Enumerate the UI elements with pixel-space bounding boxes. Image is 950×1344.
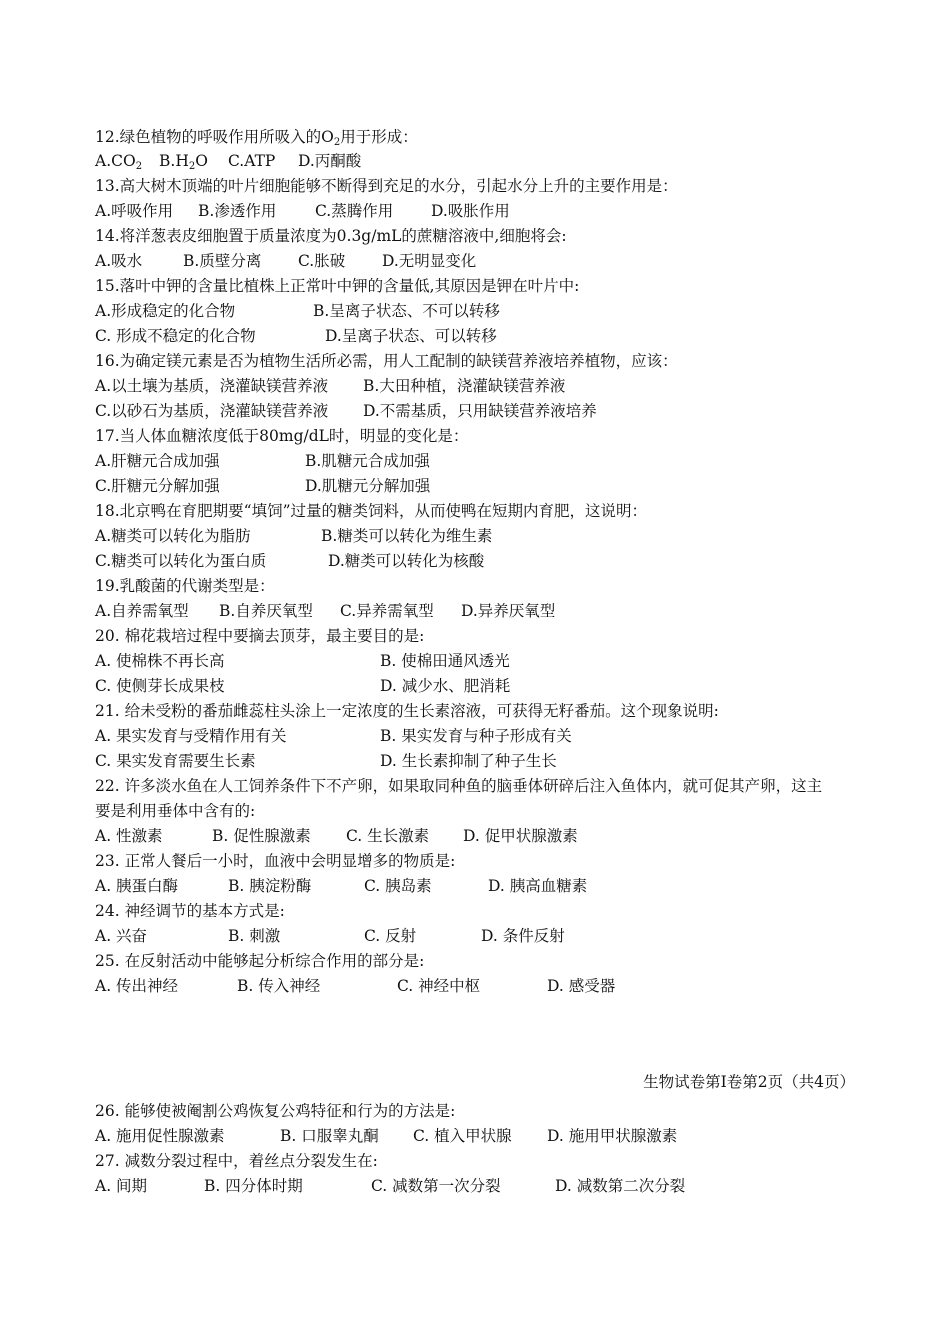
option-b: B. 果实发育与种子形成有关 [380,727,572,745]
option-c: C. 使侧芽长成果枝 [95,677,225,695]
question-16-stem: 16.为确定镁元素是否为植物生活所必需，用人工配制的缺镁营养液培养植物，应该： [95,352,678,370]
page-footer: 生物试卷第I卷第2页（共4页） [643,1073,855,1091]
option-c: C. 形成不稳定的化合物 [95,327,256,345]
question-26-stem: 26. 能够使被阉割公鸡恢复公鸡特征和行为的方法是: [95,1102,456,1120]
option-b: B.肌糖元合成加强 [305,452,430,470]
option-b: B.质壁分离 [183,252,262,270]
option-d: D. 条件反射 [481,927,565,945]
option-a: A.呼吸作用 [95,202,174,220]
option-b: B.大田种植，浇灌缺镁营养液 [363,377,566,395]
option-d: D. 减少水、肥消耗 [380,677,511,695]
question-18-stem: 18.北京鸭在育肥期要“填饲”过量的糖类饲料，从而使鸭在短期内育肥，这说明： [95,502,648,520]
question-21-stem: 21. 给未受粉的番茄雌蕊柱头涂上一定浓度的生长素溶液，可获得无籽番茄。这个现象说明: [95,702,719,720]
option-a: A.肝糖元合成加强 [95,452,220,470]
question-17-stem: 17.当人体血糖浓度低于80mg/dL时，明显的变化是： [95,427,469,445]
option-d: D.丙酮酸 [298,152,362,170]
option-b: B. 口服睾丸酮 [280,1127,379,1145]
option-a: A. 使棉株不再长高 [95,652,225,670]
question-15-stem: 15.落叶中钾的含量比植株上正常叶中钾的含量低,其原因是钾在叶片中: [95,277,580,295]
option-a: A. 胰蛋白酶 [95,877,179,895]
option-a: $A.CO_2$ [95,152,143,172]
question-24-stem: 24. 神经调节的基本方式是: [95,902,285,920]
option-b: $B.H_2O$ [159,152,208,172]
question-23-stem: 23. 正常人餐后一小时，血液中会明显增多的物质是: [95,852,456,870]
option-a: A. 传出神经 [95,977,179,995]
option-d: D. 减数第二次分裂 [555,1177,686,1195]
option-c: C.胀破 [298,252,346,270]
option-b: B.呈离子状态、不可以转移 [313,302,500,320]
option-c: C.蒸腾作用 [315,202,394,220]
option-a: A. 果实发育与受精作用有关 [95,727,287,745]
option-b: B. 促性腺激素 [212,827,311,845]
question-20-stem: 20. 棉花栽培过程中要摘去顶芽，最主要目的是: [95,627,425,645]
option-d: D.吸胀作用 [431,202,510,220]
option-d: D.肌糖元分解加强 [305,477,431,495]
option-d: D.呈离子状态、可以转移 [325,327,497,345]
option-b: B. 胰淀粉酶 [228,877,312,895]
option-c: C. 果实发育需要生长素 [95,752,256,770]
question-12-stem: 12.绿色植物的呼吸作用所吸入的$O_2$用于形成： [95,128,418,148]
option-a: A.自养需氧型 [95,602,189,620]
option-d: D.不需基质，只用缺镁营养液培养 [363,402,597,420]
question-13-stem: 13.高大树木顶端的叶片细胞能够不断得到充足的水分，引起水分上升的主要作用是： [95,177,678,195]
question-14-stem: 14.将洋葱表皮细胞置于质量浓度为0.3g/mL的蔗糖溶液中,细胞将会: [95,227,567,245]
option-a: A.糖类可以转化为脂肪 [95,527,251,545]
option-a: A.以土壤为基质，浇灌缺镁营养液 [95,377,329,395]
question-22-stem-line2: 要是利用垂体中含有的: [95,802,256,820]
option-d: D.糖类可以转化为核酸 [328,552,485,570]
option-a: A. 施用促性腺激素 [95,1127,225,1145]
question-25-stem: 25. 在反射活动中能够起分析综合作用的部分是: [95,952,425,970]
option-d: D. 促甲状腺激素 [463,827,578,845]
option-b: B.糖类可以转化为维生素 [321,527,493,545]
option-a: A.形成稳定的化合物 [95,302,236,320]
option-c: C. 反射 [364,927,417,945]
option-d: D. 胰高血糖素 [488,877,588,895]
option-c: C. 植入甲状腺 [413,1127,512,1145]
option-c: C.肝糖元分解加强 [95,477,220,495]
option-d: D.异养厌氧型 [461,602,556,620]
option-c: C. 生长激素 [346,827,430,845]
option-d: D.无明显变化 [382,252,477,270]
option-c: C. 减数第一次分裂 [371,1177,501,1195]
option-b: B. 四分体时期 [204,1177,303,1195]
option-c: C.糖类可以转化为蛋白质 [95,552,267,570]
option-b: B. 刺激 [228,927,281,945]
option-b: B.渗透作用 [198,202,277,220]
option-a: A.吸水 [95,252,143,270]
question-19-stem: 19.乳酸菌的代谢类型是： [95,577,275,595]
option-b: B. 传入神经 [237,977,321,995]
question-27-stem: 27. 减数分裂过程中，着丝点分裂发生在: [95,1152,378,1170]
question-22-stem-line1: 22. 许多淡水鱼在人工饲养条件下不产卵，如果取同种鱼的脑垂体研碎后注入鱼体内，就可促其产卵，这主 [95,777,823,795]
option-b: B.自养厌氧型 [219,602,313,620]
option-d: D. 感受器 [547,977,616,995]
option-c: C.异养需氧型 [340,602,434,620]
option-a: A. 性激素 [95,827,163,845]
option-c: C. 胰岛素 [364,877,432,895]
option-d: D. 施用甲状腺激素 [547,1127,678,1145]
option-b: B. 使棉田通风透光 [380,652,510,670]
option-c: C.以砂石为基质，浇灌缺镁营养液 [95,402,329,420]
option-a: A. 兴奋 [95,927,148,945]
option-c: C.ATP [228,152,276,170]
option-d: D. 生长素抑制了种子生长 [380,752,557,770]
option-c: C. 神经中枢 [397,977,481,995]
option-a: A. 间期 [95,1177,148,1195]
